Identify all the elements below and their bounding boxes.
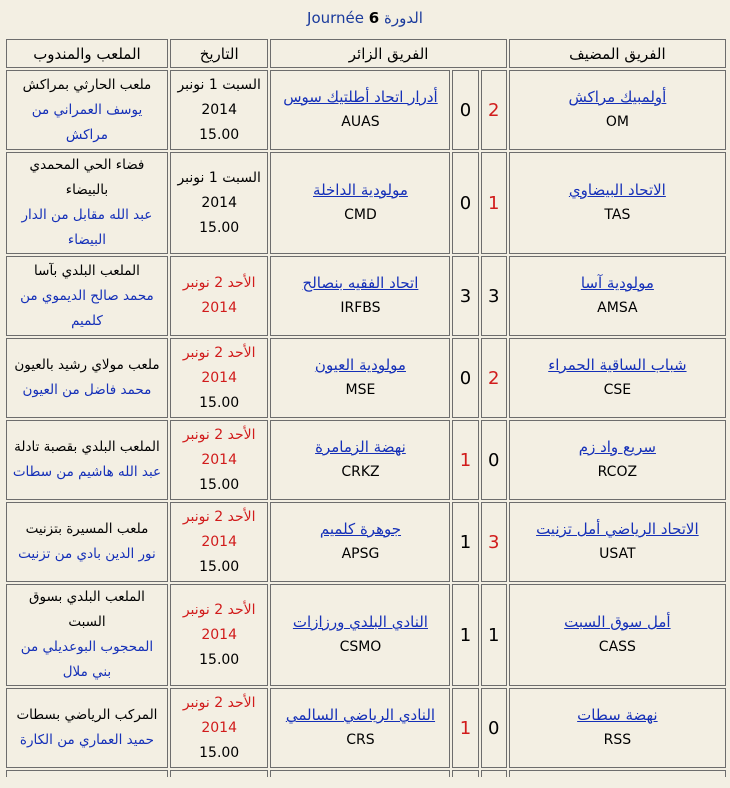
match-day: الأحد 2 نونبر (182, 426, 256, 443)
date-cell (170, 502, 269, 582)
away-team-link[interactable]: نهضة الزمامرة (315, 438, 406, 456)
match-time: 15.00 (199, 126, 240, 143)
home-team-link[interactable]: سريع واد زم (578, 438, 656, 456)
away-team-cell (270, 70, 450, 150)
match-year: 2014 (201, 369, 237, 386)
home-team-abbr: CASS (598, 639, 636, 655)
match-row (6, 256, 726, 336)
home-team-cell (509, 688, 726, 768)
match-time: 15.00 (199, 744, 240, 761)
home-score: 3 (481, 256, 507, 336)
partial-row (6, 770, 726, 777)
referee-name: نور الدين بادي من تزنيت (18, 546, 156, 562)
away-team-link[interactable]: مولودية الداخلة (313, 181, 408, 199)
away-team-abbr: CRS (346, 732, 375, 748)
home-score: 1 (481, 152, 507, 254)
header-row (6, 39, 726, 68)
home-team-abbr: RCOZ (597, 464, 638, 480)
home-score: 2 (481, 70, 507, 150)
away-team-abbr: AUAS (341, 114, 380, 130)
match-day: الأحد 2 نونبر (182, 344, 256, 361)
venue-cell (6, 70, 168, 150)
away-score: 1 (452, 584, 478, 686)
away-score: 3 (452, 256, 478, 336)
venue-cell (6, 584, 168, 686)
header-date: التاريخ (170, 39, 269, 68)
fixtures-table (4, 37, 728, 779)
date-cell (170, 70, 269, 150)
date-cell (170, 256, 269, 336)
home-team-cell (509, 256, 726, 336)
venue-name: الملعب البلدي بآسا (34, 262, 140, 279)
date-cell (170, 338, 269, 418)
empty-cell (6, 770, 168, 777)
home-team-abbr: OM (605, 114, 629, 130)
header-home: الفريق المضيف (509, 39, 726, 68)
home-team-link[interactable]: نهضة سطات (577, 706, 658, 724)
referee-name: محمد فاضل من العيون (22, 382, 152, 398)
referee-name: حميد العماري من الكارة (19, 732, 154, 748)
away-score: 1 (452, 420, 478, 500)
fixtures-body (6, 70, 726, 777)
away-team-abbr: CSMO (339, 639, 382, 655)
venue-name: الملعب البلدي بقصبة تادلة (14, 439, 160, 455)
match-year: 2014 (201, 451, 237, 468)
away-team-abbr: MSE (345, 382, 376, 398)
match-year: 2014 (201, 300, 237, 316)
match-day: السبت 1 نونبر (177, 169, 261, 186)
venue-cell (6, 152, 168, 254)
match-day: الأحد 2 نونبر (182, 275, 256, 291)
home-team-link[interactable]: أولمبيك مراكش (568, 88, 667, 106)
home-team-link[interactable]: الاتحاد الرياضي أمل تزنيت (536, 520, 699, 538)
empty-cell (481, 770, 507, 777)
referee-name: عبد الله مقابل من الدار البيضاء (21, 207, 153, 248)
venue-cell (6, 502, 168, 582)
empty-cell (509, 770, 726, 777)
away-team-cell (270, 152, 450, 254)
away-team-link[interactable]: جوهرة كلميم (319, 520, 402, 538)
match-row (6, 152, 726, 254)
empty-cell (452, 770, 478, 777)
home-team-abbr: RSS (603, 732, 632, 748)
referee-name: محمد صالح الديموي من كلميم (20, 287, 154, 329)
date-cell (170, 420, 269, 500)
venue-cell (6, 338, 168, 418)
match-day: الأحد 2 نونبر (182, 601, 256, 618)
home-score: 3 (481, 502, 507, 582)
away-team-abbr: IRFBS (340, 300, 381, 316)
home-team-abbr: USAT (599, 546, 636, 562)
header-venue: الملعب والمندوب (6, 39, 168, 68)
referee-name: يوسف العمراني من مراكش (31, 101, 143, 143)
away-team-abbr: CMD (344, 207, 377, 223)
home-team-link[interactable]: الاتحاد البيضاوي (568, 181, 666, 199)
match-row (6, 70, 726, 150)
match-year: 2014 (201, 533, 237, 550)
home-team-link[interactable]: أمل سوق السبت (564, 613, 671, 631)
venue-name: فضاء الحي المحمدي بالبيضاء (29, 157, 145, 198)
home-team-cell (509, 502, 726, 582)
match-day: الأحد 2 نونبر (182, 508, 256, 525)
home-team-cell (509, 420, 726, 500)
match-year: 2014 (201, 626, 237, 643)
venue-name: ملعب المسيرة بتزنيت (25, 521, 149, 537)
home-team-link[interactable]: مولودية آسا (580, 274, 654, 292)
away-team-link[interactable]: النادي البلدي ورزازات (292, 613, 428, 631)
away-team-abbr: APSG (341, 546, 380, 562)
home-team-link[interactable]: شباب الساقية الحمراء (548, 356, 687, 374)
venue-name: الملعب البلدي بسوق السبت (29, 589, 145, 630)
away-score: 0 (452, 152, 478, 254)
venue-name: ملعب مولاي رشيد بالعيون (14, 357, 160, 373)
home-team-cell (509, 338, 726, 418)
date-cell (170, 688, 269, 768)
away-team-cell (270, 688, 450, 768)
round-number: 6 (368, 9, 380, 27)
away-team-link[interactable]: مولودية العيون (314, 356, 406, 374)
home-team-cell (509, 70, 726, 150)
away-score: 1 (452, 688, 478, 768)
date-cell (170, 584, 269, 686)
away-score: 1 (452, 502, 478, 582)
match-time: 15.00 (199, 651, 240, 668)
venue-name: ملعب الحارثي بمراكش (22, 76, 152, 93)
match-row (6, 502, 726, 582)
home-score: 0 (481, 688, 507, 768)
away-team-link[interactable]: النادي الرياضي السالمي (285, 706, 436, 724)
match-row (6, 420, 726, 500)
match-year: 2014 (201, 101, 237, 118)
away-score: 0 (452, 338, 478, 418)
away-score: 0 (452, 70, 478, 150)
match-day: الأحد 2 نونبر (182, 694, 256, 711)
round-label-ar: الدورة (384, 9, 423, 27)
home-team-abbr: TAS (604, 207, 631, 223)
away-team-cell (270, 256, 450, 336)
match-row (6, 338, 726, 418)
empty-cell (170, 770, 269, 777)
away-team-abbr: CRKZ (341, 464, 380, 480)
away-team-cell (270, 420, 450, 500)
match-row (6, 584, 726, 686)
match-day: السبت 1 نونبر (177, 76, 261, 93)
away-team-cell (270, 584, 450, 686)
venue-name: المركب الرياضي بسطات (16, 707, 158, 723)
away-team-link[interactable]: أدرار اتحاد أطلتيك سوس (283, 88, 438, 106)
home-score: 0 (481, 420, 507, 500)
venue-cell (6, 420, 168, 500)
home-team-abbr: CSE (603, 382, 632, 398)
match-time: 15.00 (199, 219, 240, 236)
home-score: 1 (481, 584, 507, 686)
match-year: 2014 (201, 194, 237, 211)
date-cell (170, 152, 269, 254)
round-title (0, 0, 730, 37)
home-score: 2 (481, 338, 507, 418)
venue-cell (6, 256, 168, 336)
match-row (6, 688, 726, 768)
away-team-link[interactable]: اتحاد الفقيه بنصالح (302, 274, 419, 292)
match-time: 15.00 (199, 394, 240, 411)
empty-cell (270, 770, 450, 777)
match-year: 2014 (201, 719, 237, 736)
venue-cell (6, 688, 168, 768)
home-team-abbr: AMSA (597, 300, 638, 316)
match-time: 15.00 (199, 558, 240, 575)
away-team-cell (270, 502, 450, 582)
match-time: 15.00 (199, 476, 240, 493)
referee-name: المحجوب البوعديلي من بني ملال (20, 639, 154, 680)
home-team-cell (509, 152, 726, 254)
header-away: الفريق الزائر (270, 39, 506, 68)
away-team-cell (270, 338, 450, 418)
home-team-cell (509, 584, 726, 686)
referee-name: عبد الله هاشيم من سطات (12, 464, 162, 480)
round-label-fr: Journée (307, 9, 364, 27)
